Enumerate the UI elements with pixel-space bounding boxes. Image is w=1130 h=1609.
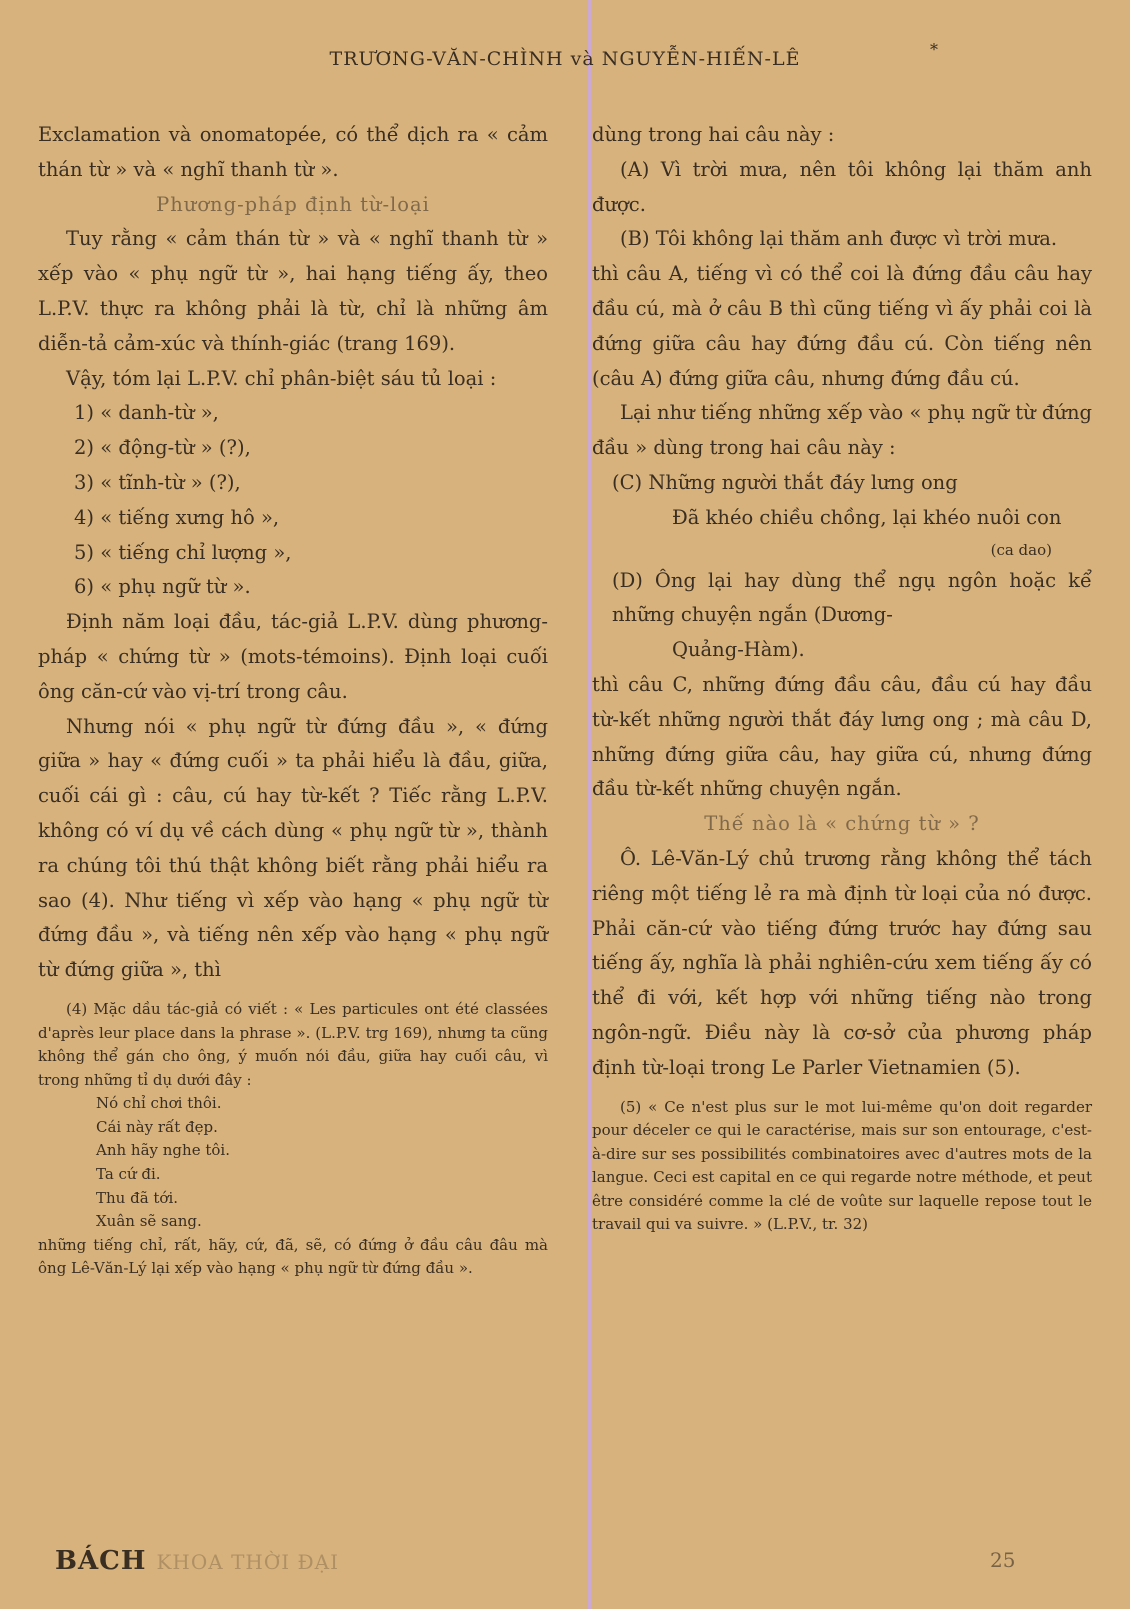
brand-text: BÁCH <box>55 1546 147 1576</box>
paragraph: Định năm loại đầu, tác-giả L.P.V. dùng phương-pháp « chứng từ » (mots-témoins). Định loại cuối ông căn-cứ vào vị-trí trong câu. <box>38 610 548 703</box>
list-item: 1) « danh-từ », <box>74 401 219 425</box>
right-column <box>592 118 1092 1237</box>
list-item: 6) « phụ ngữ từ ». <box>74 575 251 599</box>
footnote-text: những tiếng chỉ, rất, hãy, cứ, đã, sẽ, có đứng ở đầu câu đâu mà ông Lê-Văn-Lý lại xếp vào hạng « phụ ngữ từ đứng đầu ». <box>38 1235 548 1278</box>
paragraph: dùng trong hai câu này : <box>592 123 835 146</box>
example-list <box>38 1092 548 1234</box>
paragraph: thì câu A, tiếng vì có thể coi là đứng đầu câu hay đầu cú, mà ở câu B thì cũng tiếng vì ấy phải coi là đứng giữa câu hay đứng đầu cú. Còn tiếng nên (câu A) đứng giữa câu, nhưng đứng đầu cú. <box>592 262 1092 390</box>
page-fold <box>588 0 591 1609</box>
example-line: Anh hãy nghe tôi. <box>96 1141 230 1160</box>
word-class-list <box>38 396 548 605</box>
footnote-text: (4) Mặc dầu tác-giả có viết : « Les particules ont été classées d'après leur place dans la phrase ». (L.P.V. trg 169), nhưng ta cũng không thể gán cho ông, ý muốn nói đầu, giữa hay cuối câu, vì trong những tỉ dụ dưới đây : <box>38 999 548 1089</box>
publication-name <box>55 1546 339 1576</box>
verse-c <box>592 466 1092 668</box>
sentence-b: (B) Tôi không lại thăm anh được vì trời mưa. <box>620 227 1058 251</box>
example-line: Ta cứ đi. <box>96 1165 161 1184</box>
list-item: 2) « động-từ » (?), <box>74 436 251 460</box>
paragraph: Lại như tiếng những xếp vào « phụ ngữ từ đứng đầu » dùng trong hai câu này : <box>592 401 1092 460</box>
footnote-4 <box>38 998 548 1281</box>
verse-line: (D) Ông lại hay dùng thể ngụ ngôn hoặc kể những chuyện ngắn (Dương- <box>612 568 1092 627</box>
paragraph: Ô. Lê-Văn-Lý chủ trương rằng không thể tách riêng một tiếng lẻ ra mà định từ loại của nó được. Phải căn-cứ vào tiếng đứng trước hay đứng sau tiếng ấy, nghĩa là phải nghiên-cứu xem tiếng ấy có thể đi với, kết hợp với những tiếng nào trong ngôn-ngữ. Điều này là cơ-sở của phương pháp định từ-loại trong Le Parler Vietnamien (5). <box>592 846 1092 1079</box>
verse-line: Quảng-Hàm). <box>672 638 805 662</box>
footnote-text: (5) « Ce n'est plus sur le mot lui-même qu'on doit regarder pour déceler ce qui le caractérise, mais sur son entourage, c'est-à-dire sur ses possibilités combinatoires avec d'autres mots de la langue. Ceci est capital en ce qui regarde notre méthode, et peut être considéré comme la clé de voûte sur laquelle repose tout le travail qui va suivre. » (L.P.V., tr. 32) <box>592 1097 1092 1234</box>
list-item: 5) « tiếng chỉ lượng », <box>74 540 292 564</box>
example-line: Thu đã tới. <box>96 1188 179 1207</box>
footnote-5 <box>592 1096 1092 1238</box>
example-line: Nó chỉ chơi thôi. <box>96 1094 222 1113</box>
left-column <box>38 118 548 1281</box>
paragraph: Tuy rằng « cảm thán từ » và « nghĩ thanh từ » xếp vào « phụ ngữ từ », hai hạng tiếng ấy, theo L.P.V. thực ra không phải là từ, chỉ là những âm diễn-tả cảm-xúc và thính-giác (trang 169). <box>38 227 548 355</box>
header-mark: * <box>930 40 939 59</box>
list-item: 4) « tiếng xưng hô », <box>74 505 280 529</box>
header-title: TRƯƠNG-VĂN-CHÌNH và NGUYỄN-HIẾN-LÊ <box>329 48 801 70</box>
paragraph: thì câu C, những đứng đầu câu, đầu cú hay đầu từ-kết những người thắt đáy lưng ong ; mà câu D, những đứng giữa câu, hay giữa cú, nhưng đứng đầu từ-kết những chuyện ngắn. <box>592 672 1092 801</box>
list-item: 3) « tĩnh-từ » (?), <box>74 470 241 494</box>
example-line: Xuân sẽ sang. <box>96 1212 202 1231</box>
section-heading: Thế nào là « chứng từ » ? <box>704 812 980 836</box>
verse-source: (ca dao) <box>990 540 1052 559</box>
example-line: Cái này rất đẹp. <box>96 1117 218 1136</box>
sentence-a: (A) Vì trời mưa, nên tôi không lại thăm anh được. <box>592 157 1092 216</box>
running-header <box>0 40 1130 70</box>
verse-line: (C) Những người thắt đáy lưng ong <box>612 470 958 494</box>
section-heading: Phương-pháp định từ-loại <box>156 192 430 216</box>
verse-line: Đã khéo chiều chồng, lại khéo nuôi con <box>672 505 1062 529</box>
paragraph: Nhưng nói « phụ ngữ từ đứng đầu », « đứng giữa » hay « đứng cuối » ta phải hiểu là đầu, giữa, cuối cái gì : câu, cú hay từ-kết ? Tiếc rằng L.P.V. không có ví dụ về cách dùng « phụ ngữ từ », thành ra chúng tôi thú thật không biết rằng phải hiểu ra sao (4). Như tiếng vì xếp vào hạng « phụ ngữ từ đứng đầu », và tiếng nên xếp vào hạng « phụ ngữ từ đứng giữa », thì <box>38 714 548 982</box>
paragraph: Vậy, tóm lại L.P.V. chỉ phân-biệt sáu tủ loại : <box>66 366 497 390</box>
paragraph: Exclamation và onomatopée, có thể dịch ra « cảm thán từ » và « nghĩ thanh từ ». <box>38 123 548 181</box>
page-number: 25 <box>990 1548 1016 1572</box>
brand-text-faint: KHOA THỜI ĐẠI <box>156 1550 339 1574</box>
